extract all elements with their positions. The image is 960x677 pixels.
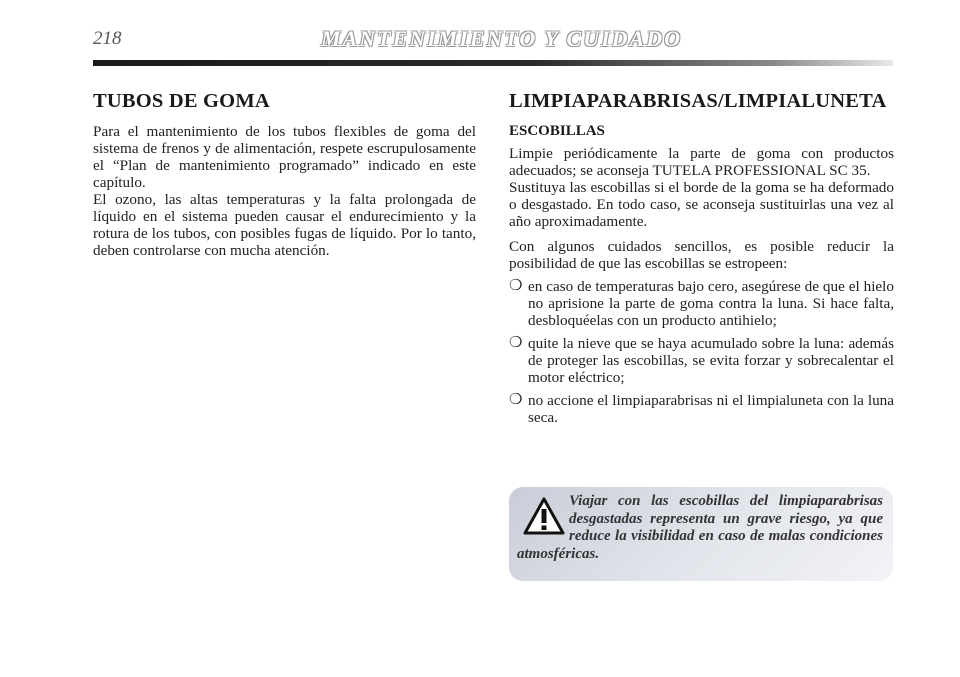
- escobillas-paragraph-3: Con algunos cuidados sencillos, es posible reducir la posibilidad de que las escobillas se estropeen:: [509, 238, 894, 272]
- list-item-text: en caso de temperaturas bajo cero, asegúrese de que el hielo no aprisione la parte de goma contra la luna. Si hace falta, desbloquéelas con un producto antihielo;: [528, 278, 894, 329]
- subsection-title-escobillas: ESCOBILLAS: [509, 123, 605, 139]
- list-item-text: no accione el limpiaparabrisas ni el limpialuneta con la luna seca.: [528, 392, 894, 426]
- bullet-circle-icon: ❍: [509, 335, 523, 351]
- list-item: [509, 278, 894, 329]
- bullet-circle-icon: ❍: [509, 392, 523, 408]
- tubos-paragraph-1: Para el mantenimiento de los tubos flexibles de goma del sistema de frenos y de alimentación, respete escrupulosamente el “Plan de mantenimiento programado” indicado en este capítulo.: [93, 123, 476, 191]
- page-number: 218: [93, 28, 122, 49]
- care-tips-list: [509, 278, 894, 426]
- escobillas-paragraph-2: Sustituya las escobillas si el borde de la goma se ha deformado o desgastado. En todo caso, se aconseja sustituirlas una vez al año aproximadamente.: [509, 179, 894, 230]
- tubos-paragraph-2: El ozono, las altas temperaturas y la falta prolongada de líquido en el sistema pueden causar el endurecimiento y la rotura de los tubos, con posibles fugas de líquido. Por lo tanto, deben controlarse con mucha atención.: [93, 191, 476, 259]
- header-rule: [93, 60, 893, 66]
- list-item: [509, 392, 894, 426]
- left-column: [93, 90, 476, 259]
- escobillas-paragraph-1: Limpie periódicamente la parte de goma con productos adecuados; se aconseja TUTELA PROFESSIONAL SC 35.: [509, 145, 894, 179]
- warning-text: Viajar con las escobillas del limpiaparabrisas desgastadas representa un grave riesgo, ya que reduce la visibilidad en caso de malas condiciones atmosféricas.: [517, 493, 883, 562]
- list-item-text: quite la nieve que se haya acumulado sobre la luna: además de proteger las escobillas, se evita forzar y sobrecalentar el motor eléctrico;: [528, 335, 894, 386]
- warning-text-block: [517, 493, 883, 563]
- running-title: MANTENIMIENTO Y CUIDADO: [321, 26, 682, 51]
- warning-box: [509, 487, 893, 581]
- section-title-tubos: TUBOS DE GOMA: [93, 90, 270, 112]
- list-item: [509, 335, 894, 386]
- section-title-limpiaparabrisas: LIMPIAPARABRISAS/LIMPIALUNETA: [509, 90, 887, 112]
- right-column: [509, 90, 894, 432]
- page-header: [93, 26, 893, 58]
- bullet-circle-icon: ❍: [509, 278, 523, 294]
